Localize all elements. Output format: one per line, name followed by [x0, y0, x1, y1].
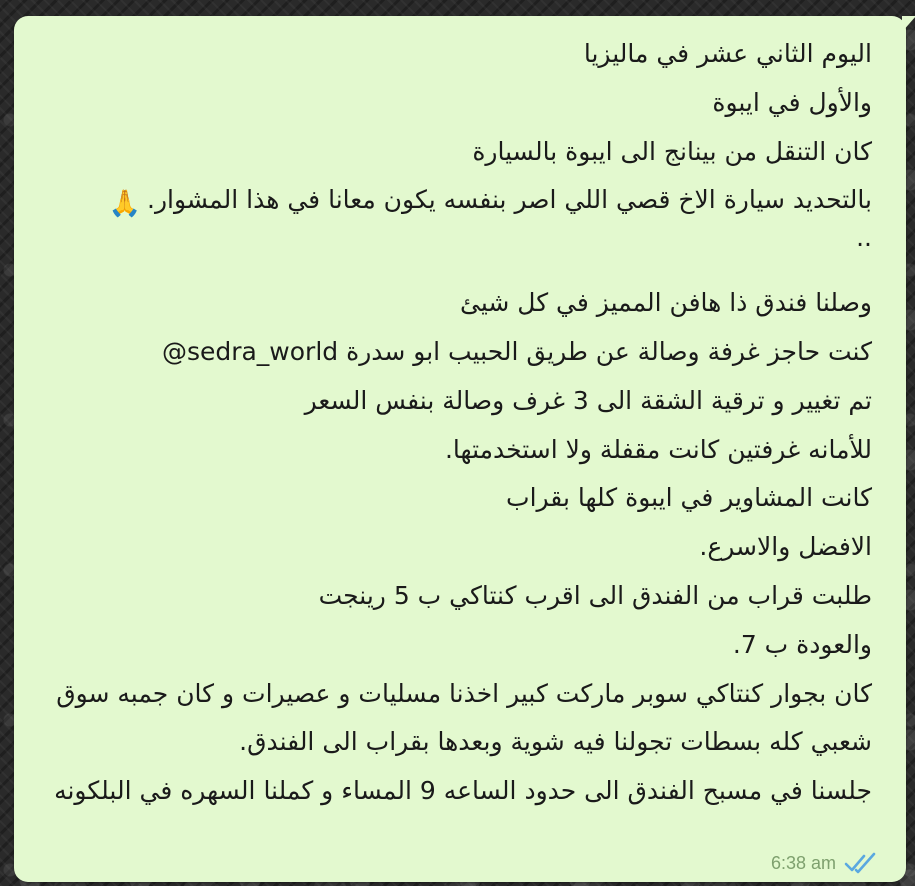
message-line: كانت المشاوير في ايبوة كلها بقراب — [506, 483, 872, 513]
message-line: كان بجوار كنتاكي سوبر ماركت كبير اخذنا مسليات و عصيرات و كان جمبه سوق — [56, 678, 872, 708]
message-line-text: بالتحديد سيارة الاخ قصي اللي اصر بنفسه يكون معانا في هذا المشوار. — [147, 185, 872, 215]
message-line: الافضل والاسرع. — [699, 532, 872, 562]
double-check-icon — [844, 852, 880, 874]
message-line: طلبت قراب من الفندق الى اقرب كنتاكي ب 5 رينجت — [318, 580, 872, 610]
message-meta — [771, 852, 880, 874]
message-line: جلسنا في مسبح الفندق الى حدود الساعه 9 المساء و كملنا السهره في البلكونه — [54, 776, 872, 806]
message-bubble[interactable] — [14, 16, 906, 882]
bubble-tail — [902, 16, 915, 32]
message-line: اليوم الثاني عشر في ماليزيا — [583, 39, 872, 68]
message-line: شعبي كله بسطات تجولنا فيه شوية وبعدها بقراب الى الفندق. — [239, 727, 872, 757]
message-line: والعودة ب 7. — [732, 629, 872, 659]
message-line: كان التنقل من بينانج الى ايبوة بالسيارة — [472, 136, 872, 166]
message-line: .. — [856, 223, 872, 253]
message-line: والأول في ايبوة — [712, 87, 872, 117]
folded-hands-emoji-icon: 🙏 — [108, 189, 141, 220]
message-time: 6:38 am — [770, 852, 836, 873]
message-line: كنت حاجز غرفة وصالة عن طريق الحبيب ابو سدرة sedra_world@ — [161, 336, 872, 366]
message-text — [40, 30, 872, 816]
message-line: تم تغيير و ترقية الشقة الى 3 غرف وصالة بنفس السعر — [304, 385, 872, 415]
message-line-blank — [40, 251, 872, 279]
message-line — [40, 176, 872, 225]
message-line: للأمانه غرفتين كانت مقفلة ولا استخدمتها. — [444, 434, 872, 464]
message-line: وصلنا فندق ذا هافن المميز في كل شيئ — [460, 288, 872, 318]
